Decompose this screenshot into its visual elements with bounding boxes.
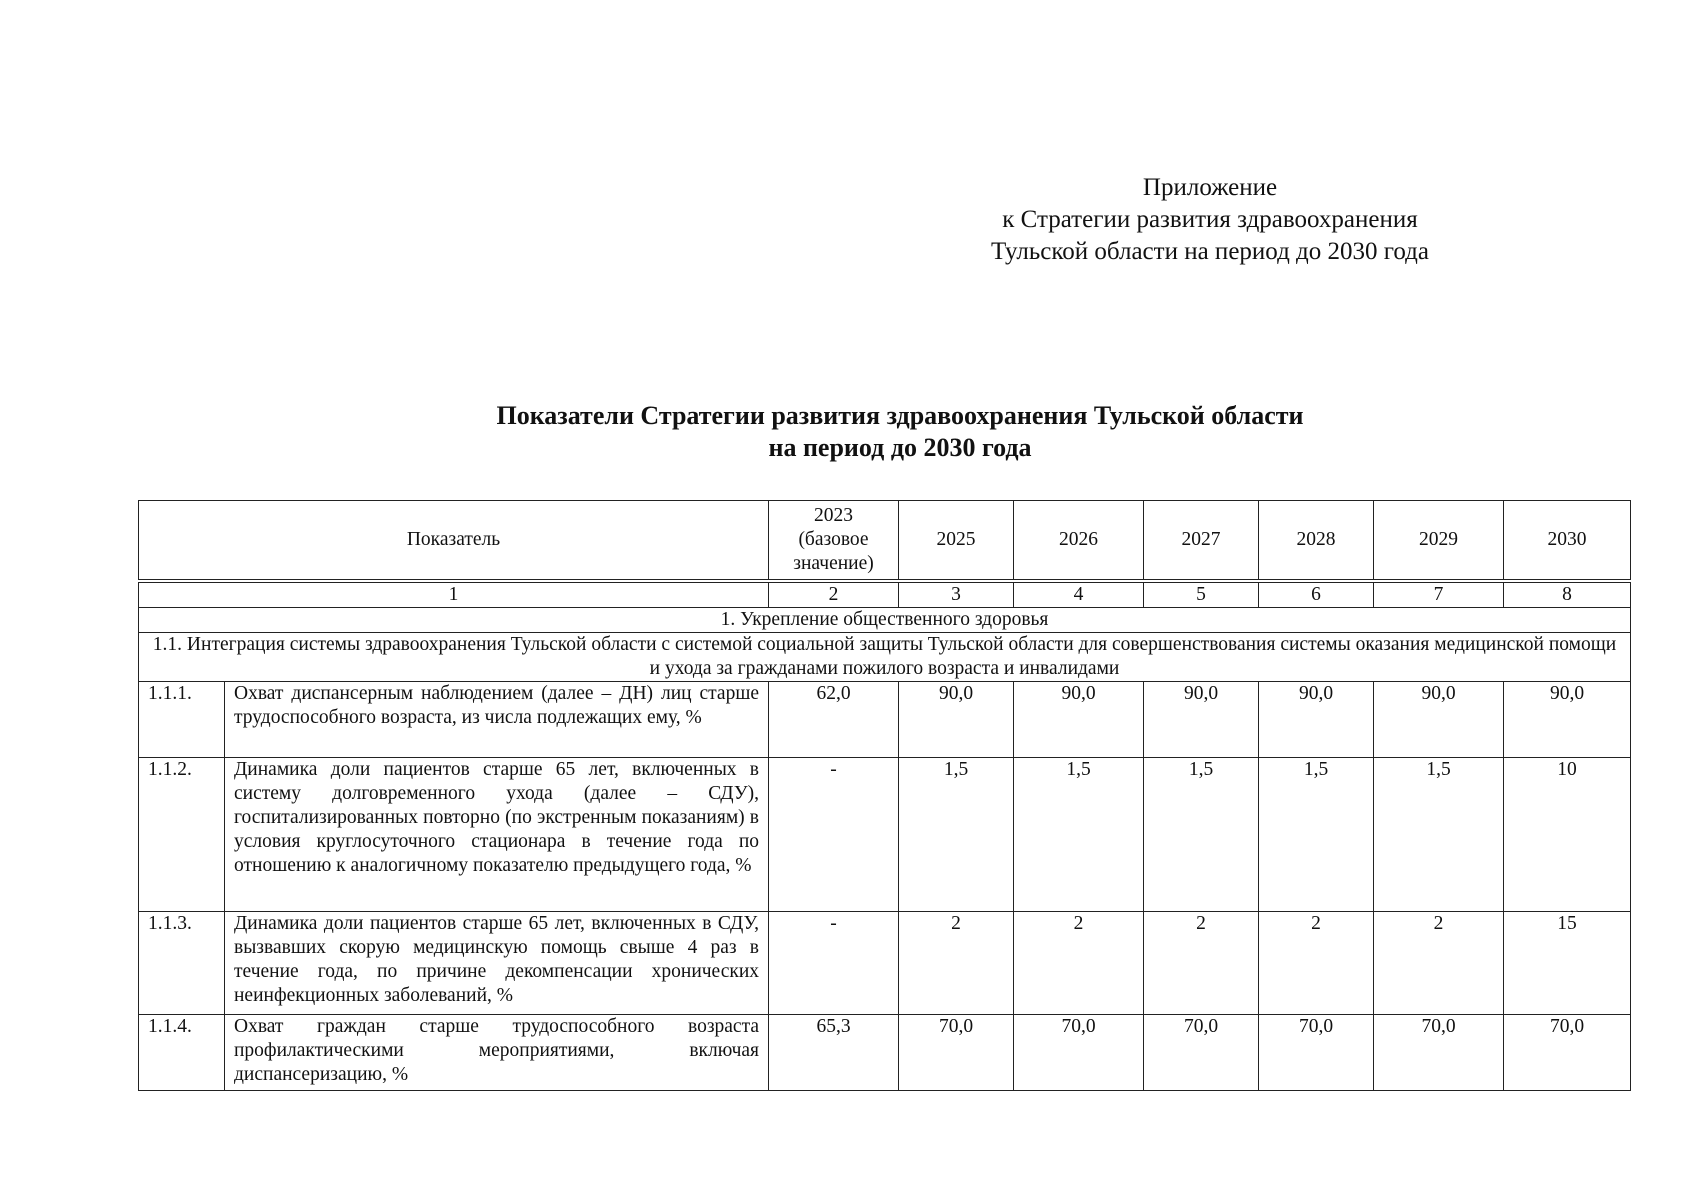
row-value: 70,0 — [1374, 1015, 1504, 1091]
row-indicator-text: Охват диспансерным наблюдением (далее – ДН) лиц старше трудоспособного возраста, из числа подлежащих ему, % — [225, 682, 769, 758]
column-number: 3 — [899, 583, 1014, 608]
row-value: 10 — [1504, 758, 1631, 912]
row-value: 1,5 — [899, 758, 1014, 912]
column-number: 4 — [1014, 583, 1144, 608]
row-value: 90,0 — [1374, 682, 1504, 758]
subsection-title: 1.1. Интеграция системы здравоохранения Тульской области с системой социальной защиты Тульской области для совершенствования системы оказания медицинской помощи и ухода за гражданами пожилого возраста и инвалидами — [139, 633, 1631, 682]
header-year: 2030 — [1504, 501, 1631, 580]
section-title: 1. Укрепление общественного здоровья — [139, 608, 1631, 633]
column-numbers-row — [139, 583, 1631, 608]
header-base-year-line: 2023 — [814, 505, 854, 526]
row-value: 70,0 — [899, 1015, 1014, 1091]
row-indicator-text: Динамика доли пациентов старше 65 лет, включенных в СДУ, вызвавших скорую медицинскую помощь свыше 4 раз в течение года, по причине декомпенсации хронических неинфекционных заболеваний, % — [225, 912, 769, 1015]
row-value: - — [769, 912, 899, 1015]
header-indicator: Показатель — [139, 501, 769, 580]
column-number: 7 — [1374, 583, 1504, 608]
row-value: 1,5 — [1014, 758, 1144, 912]
appendix-line: к Стратегии развития здравоохранения — [1002, 206, 1418, 233]
row-value: 90,0 — [1259, 682, 1374, 758]
row-value: 1,5 — [1374, 758, 1504, 912]
header-base-year — [769, 501, 899, 580]
row-value: 62,0 — [769, 682, 899, 758]
table-row — [139, 912, 1631, 1015]
appendix-line: Приложение — [1142, 174, 1278, 201]
column-number: 5 — [1144, 583, 1259, 608]
row-code: 1.1.1. — [139, 682, 225, 758]
column-number: 6 — [1259, 583, 1374, 608]
row-value: 2 — [899, 912, 1014, 1015]
row-value: 1,5 — [1144, 758, 1259, 912]
row-indicator-text: Охват граждан старше трудоспособного возраста профилактическими мероприятиями, включая диспансеризацию, % — [225, 1015, 769, 1091]
header-year: 2027 — [1144, 501, 1259, 580]
indicators-table — [138, 500, 1631, 1091]
table-row — [139, 682, 1631, 758]
row-value: 1,5 — [1259, 758, 1374, 912]
title-line: на период до 2030 года — [768, 433, 1032, 462]
row-value: - — [769, 758, 899, 912]
appendix-line: Тульской области на период до 2030 года — [990, 238, 1429, 265]
table-row — [139, 1015, 1631, 1091]
row-value: 90,0 — [1144, 682, 1259, 758]
table-header-row — [139, 501, 1631, 580]
row-value: 90,0 — [899, 682, 1014, 758]
row-value: 70,0 — [1014, 1015, 1144, 1091]
row-indicator-text: Динамика доли пациентов старше 65 лет, включенных в систему долговременного ухода (далее – СДУ), госпитализированных повторно (по экстренным показаниям) в условия круглосуточного стационара в течение года по отношению к аналогичному показателю предыдущего года, % — [225, 758, 769, 912]
row-code: 1.1.3. — [139, 912, 225, 1015]
column-number: 2 — [769, 583, 899, 608]
row-value: 90,0 — [1504, 682, 1631, 758]
row-value: 70,0 — [1504, 1015, 1631, 1091]
header-base-year-line: (базовое — [798, 529, 869, 550]
row-value: 65,3 — [769, 1015, 899, 1091]
header-year: 2025 — [899, 501, 1014, 580]
title-line: Показатели Стратегии развития здравоохранения Тульской области — [496, 401, 1304, 430]
column-number: 1 — [139, 583, 769, 608]
row-value: 2 — [1144, 912, 1259, 1015]
document-title — [0, 400, 1696, 464]
appendix-header — [940, 172, 1480, 268]
row-value: 15 — [1504, 912, 1631, 1015]
row-value: 2 — [1014, 912, 1144, 1015]
table-row — [139, 758, 1631, 912]
header-base-year-line: значение) — [793, 553, 874, 574]
row-value: 2 — [1374, 912, 1504, 1015]
row-value: 90,0 — [1014, 682, 1144, 758]
row-value: 70,0 — [1144, 1015, 1259, 1091]
header-year: 2026 — [1014, 501, 1144, 580]
section-row — [139, 608, 1631, 633]
header-year: 2028 — [1259, 501, 1374, 580]
row-value: 70,0 — [1259, 1015, 1374, 1091]
row-code: 1.1.4. — [139, 1015, 225, 1091]
subsection-row — [139, 633, 1631, 682]
column-number: 8 — [1504, 583, 1631, 608]
row-code: 1.1.2. — [139, 758, 225, 912]
header-year: 2029 — [1374, 501, 1504, 580]
row-value: 2 — [1259, 912, 1374, 1015]
